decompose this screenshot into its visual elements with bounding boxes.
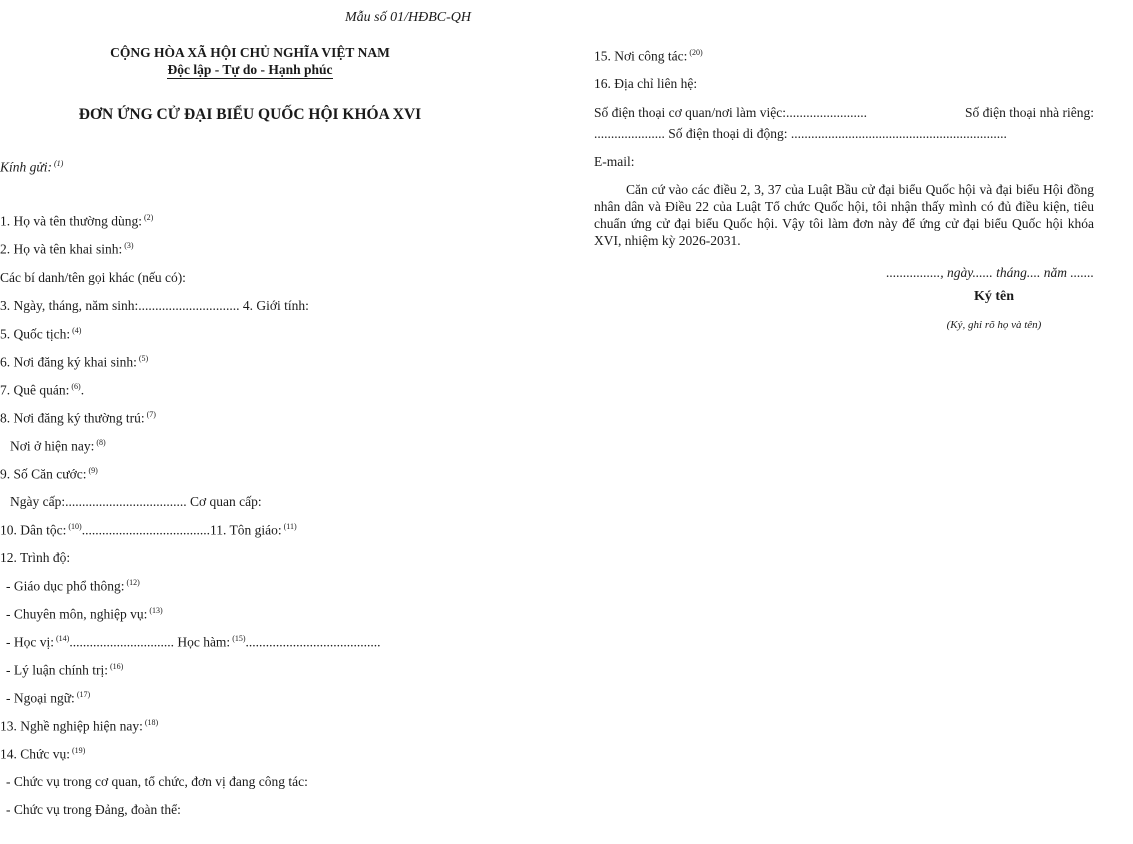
footnote-ref: (1) [54, 159, 64, 168]
nation-heading: CỘNG HÒA XÃ HỘI CHỦ NGHĨA VIỆT NAM [110, 45, 390, 60]
footnote-ref: (11) [283, 522, 297, 531]
footnote-ref: (4) [72, 326, 82, 335]
field-label: - Học vị: [6, 634, 54, 650]
footnote-ref: (13) [149, 606, 163, 615]
field-specialty [6, 606, 163, 623]
motto [100, 62, 400, 78]
signature-note: (Ký, ghi rõ họ và tên) [946, 319, 1042, 331]
footnote-ref: (16) [109, 662, 124, 671]
footnote-ref: (6) [71, 382, 81, 391]
footnote-ref: (5) [138, 354, 149, 363]
field-birth-name [0, 241, 134, 258]
field-id-number [0, 466, 98, 483]
field-home-phone-label: Số điện thoại nhà riêng: [965, 105, 1094, 120]
field-label: 1. Họ và tên thường dùng: [0, 213, 142, 229]
footnote-ref: (2) [143, 213, 154, 222]
fill-dots: ............................... [69, 634, 174, 650]
date-line: ................, ngày...... tháng.... năm ....... [886, 265, 1094, 280]
field-label: Ngày cấp:.................................... [10, 494, 187, 509]
fill-dots: ........................................ [245, 634, 381, 650]
field-label: 8. Nơi đăng ký thường trú: [0, 410, 145, 426]
field-id-issue [10, 494, 262, 510]
footnote-ref: (7) [146, 410, 156, 419]
footnote-ref: (8) [96, 438, 106, 447]
field-label: - Ngoại ngữ: [6, 690, 75, 706]
field-label: 2. Họ và tên khai sinh: [0, 241, 123, 257]
field-position-party: - Chức vụ trong Đảng, đoàn thể: [6, 802, 181, 817]
recipient-line [0, 159, 63, 176]
field-label: 15. Nơi công tác: [594, 48, 688, 64]
field-label: - Giáo dục phổ thông: [6, 578, 125, 594]
field-birth-registration [0, 354, 148, 371]
footnote-ref: (18) [144, 718, 159, 727]
fill-dots: ...................................... [81, 522, 210, 538]
footnote-ref: (14) [56, 634, 70, 643]
field-position-organization: - Chức vụ trong cơ quan, tổ chức, đơn vị đang công tác: [6, 774, 308, 789]
field-academic-title-label: Học hàm: [177, 634, 231, 650]
field-hometown [0, 382, 84, 399]
field-common-name [0, 213, 153, 230]
field-degree-title [6, 634, 381, 651]
footnote-ref: (9) [88, 466, 98, 475]
signature-title: Ký tên [973, 289, 1015, 304]
field-mobile-phone: ..................... Số điện thoại di động: ................................................................ [594, 126, 1007, 141]
left-column [0, 0, 560, 844]
field-workplace [594, 48, 703, 65]
field-foreign-language [6, 690, 90, 707]
footnote-ref: (12) [126, 578, 140, 587]
field-general-education [6, 578, 140, 595]
field-issuer-label: Cơ quan cấp: [189, 494, 262, 509]
field-political-theory [6, 662, 123, 679]
field-position [0, 746, 85, 763]
field-label: - Lý luận chính trị: [6, 662, 108, 678]
field-label: 7. Quê quán: [0, 382, 70, 398]
field-label: 6. Nơi đăng ký khai sinh: [0, 354, 137, 370]
right-column [594, 0, 1094, 844]
field-gender-label: 4. Giới tính: [242, 298, 309, 313]
field-religion-label: 11. Tôn giáo: [209, 522, 282, 538]
footnote-ref: (20) [689, 48, 703, 57]
field-label: 9. Số Căn cước: [0, 466, 87, 482]
field-education: 12. Trình độ: [0, 550, 71, 565]
footnote-ref: (17) [76, 690, 91, 699]
field-label: Nơi ở hiện nay: [10, 438, 95, 454]
field-aliases: Các bí danh/tên gọi khác (nếu có): [0, 270, 186, 285]
field-permanent-residence [0, 410, 156, 427]
field-label: 3. Ngày, tháng, năm sinh:.............................. [0, 298, 240, 313]
field-nationality [0, 326, 81, 343]
declaration-paragraph: Căn cứ vào các điều 2, 3, 37 của Luật Bầu cử đại biểu Quốc hội và đại biểu Hội đồng nhân dân và Điều 22 của Luật Tổ chức Quốc hội, tôi nhận thấy mình có đủ điều kiện, tiêu chuẩn ứng cử đại biểu Quốc hội. Vậy tôi làm đơn này để ứng cử đại biểu Quốc hội khóa XVI, nhiệm kỳ 2026-2031. [594, 182, 1094, 248]
field-label: 5. Quốc tịch: [0, 326, 71, 342]
recipient-label: Kính gửi: [0, 159, 52, 175]
form-number: Mẫu số 01/HĐBC-QH [345, 10, 471, 25]
footnote-ref: (15) [232, 634, 246, 643]
footnote-ref: (19) [71, 746, 86, 755]
field-email: E-mail: [594, 154, 635, 169]
field-current-residence [10, 438, 106, 455]
motto-text: Độc lập - Tự do - Hạnh phúc [167, 62, 333, 77]
field-label: 14. Chức vụ: [0, 746, 70, 762]
field-label: - Chuyên môn, nghiệp vụ: [6, 606, 148, 622]
document-title: ĐƠN ỨNG CỬ ĐẠI BIỂU QUỐC HỘI KHÓA XVI [78, 106, 422, 123]
field-label: 10. Dân tộc: [0, 522, 67, 538]
field-birth-date [0, 298, 309, 314]
field-office-phone: Số điện thoại cơ quan/nơi làm việc:........................ [594, 105, 867, 120]
field-tail: . [80, 382, 85, 398]
field-label: 13. Nghề nghiệp hiện nay: [0, 718, 143, 734]
field-ethnicity-religion [0, 522, 297, 539]
field-contact-address: 16. Địa chỉ liên hệ: [594, 76, 698, 91]
field-occupation [0, 718, 158, 735]
footnote-ref: (3) [124, 241, 134, 250]
footnote-ref: (10) [68, 522, 82, 531]
